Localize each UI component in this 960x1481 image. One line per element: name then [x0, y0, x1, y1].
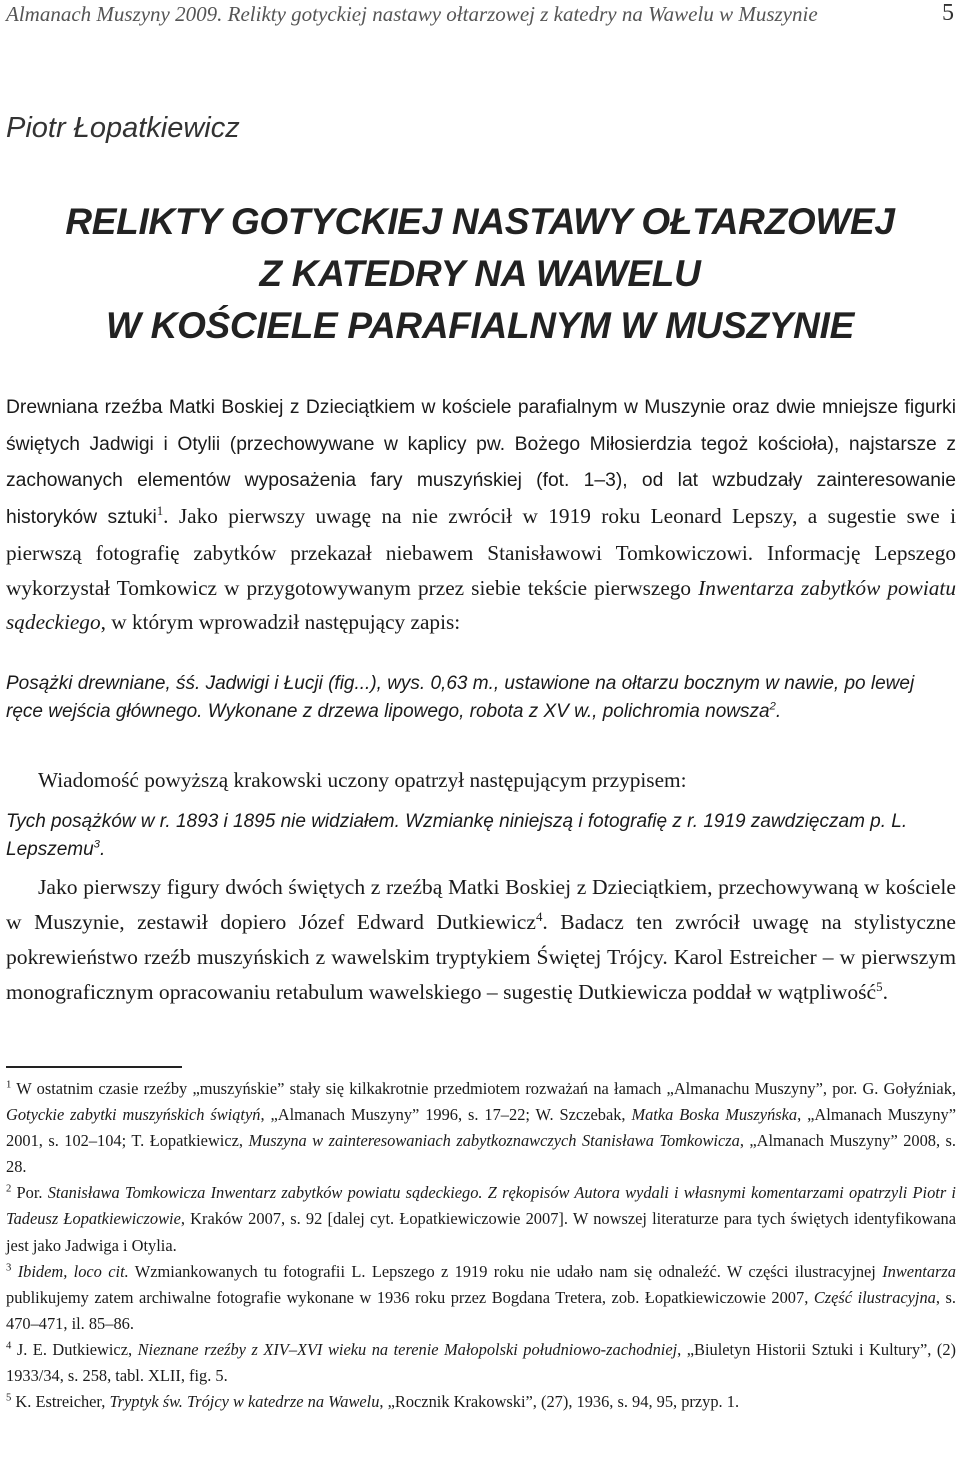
footnote-italic-text: Nieznane rzeźby z XIV–XVI wieku na terenie Małopolski południowo-zachodniej: [137, 1339, 678, 1359]
footnote-divider: [6, 1066, 182, 1068]
footnote-italic-text: Muszyna w zainteresowaniach zabytkoznawczych Stanisława Tomkowicza: [248, 1131, 740, 1151]
footnote-italic-text: Tryptyk św. Trójcy w katedrze na Wawelu: [109, 1392, 380, 1412]
article-title: [6, 196, 954, 352]
running-header: [6, 0, 954, 30]
footnote-ref: 3: [93, 838, 101, 851]
page-number: 5: [942, 0, 954, 26]
work-title: Inwentarza zabytków powiatu sądeckiego: [6, 575, 956, 635]
footnote-text: W ostatnim czasie rzeźby „muszyńskie” stały się kilkakrotnie przedmiotem rozważań na łamach „Almanachu Muszyny”, por. G. Gołyźniak,: [11, 1079, 956, 1098]
footnote-ref: 2: [769, 700, 776, 713]
quote-text: Tych posążków w r. 1893 i 1895 nie widziałem. Wzmiankę niniejszą i fotografię z r. 1919 zawdzięczam p. L. Lepszemu: [6, 811, 908, 860]
footnote-italic-text: Stanisława Tomkowicza Inwentarz zabytków powiatu sądeckiego. Z rękopisów Autora wydali i własnymi komentarzami opatrzyli Piotr i Tadeusz Łopatkiewiczowie: [6, 1183, 956, 1229]
footnote-number: 5: [6, 1392, 12, 1404]
footnote-2: [6, 1180, 956, 1258]
paragraph-1: [6, 389, 956, 640]
quote-end: .: [775, 701, 782, 722]
paragraph-text: , w którym wprowadził następujący zapis:: [100, 610, 461, 635]
quote-text: Posążki drewniane, śś. Jadwigi i Łucji (fig...), wys. 0,63 m., ustawione na ołtarzu bocznym w nawie, po lewej ręce wejścia głównego. Wykonane z drzewa lipowego, robota z XV w., polichromia nowsza: [6, 673, 915, 722]
footnote-text: , „Almanach Muszyny” 1996, s. 17–22; W. Szczebak,: [260, 1105, 632, 1125]
footnote-italic-text: Matka Boska Muszyńska: [631, 1105, 798, 1125]
footnote-text: Por.: [11, 1183, 48, 1203]
title-line: RELIKTY GOTYCKIEJ NASTAWY OŁTARZOWEJ: [65, 201, 895, 242]
footnote-text: J. E. Dutkiewicz,: [11, 1339, 138, 1359]
footnote-number: 3: [6, 1262, 12, 1274]
footnote-text: , Kraków 2007, s. 92 [dalej cyt. Łopatkiewiczowie 2007]. W nowszej literaturze para tych świętych identyfikowana jest jako Jadwiga i Otylia.: [6, 1209, 956, 1255]
footnote-3: [6, 1259, 956, 1337]
footnote-ref: 5: [876, 978, 883, 994]
paragraph-text: . Jako pierwszy uwagę na nie zwrócił w 1919 roku Leonard Lepszy, a sugestie swe i pierwszą fotografię zabytków przekazał niebawem Stanisławowi Tomkowiczowi. Informację Lepszego wykorzystał Tomkowicz w przygotowywanym przez siebie tekście pierwszego: [6, 504, 956, 600]
quotation-2: [6, 808, 956, 864]
paragraph-text: Wiadomość powyższą krakowski uczony opatrzył następującym przypisem:: [38, 768, 687, 792]
footnote-text: , „Rocznik Krakowski”, (27), 1936, s. 94, 95, przyp. 1.: [379, 1392, 740, 1412]
footnote-text: , „Biuletyn Historii Sztuki i Kultury”, (2) 1933/34, s. 258, tabl. XLII, fig. 5.: [6, 1339, 957, 1386]
footnote-text: , „Almanach Muszyny” 2001, s. 102–104; T. Łopatkiewicz,: [6, 1105, 956, 1151]
footnote-italic-text: Inwentarza: [882, 1261, 956, 1281]
footnote-5: [6, 1389, 956, 1415]
footnote-4: [6, 1337, 956, 1389]
footnote-italic-text: Gotyckie zabytki muszyńskich świątyń: [6, 1105, 261, 1125]
title-line: W KOŚCIELE PARAFIALNYM W MUSZYNIE: [106, 305, 854, 346]
article-author: Piotr Łopatkiewicz: [6, 112, 240, 144]
paragraph-text: . Badacz ten zwrócił uwagę na stylistyczne pokrewieństwo rzeźb muszyńskich z wawelskim tryptykiem Świętej Trójcy. Karol Estreicher – w pierwszym monograficznym opracowaniu retabulum wawelskiego – sugestię Dutkiewicza poddał w wątpliwość: [6, 910, 956, 1004]
footnotes: [6, 1076, 956, 1415]
footnote-ref: 4: [535, 908, 543, 924]
footnote-text: publikujemy zatem archiwalne fotografie wykonane w 1936 roku przez Bogdana Tretera, zob. Łopatkiewiczowie 2007,: [6, 1287, 814, 1307]
paragraph-end: .: [882, 980, 888, 1004]
footnote-number: 1: [6, 1079, 12, 1091]
quote-end: .: [100, 839, 106, 860]
lead-text: Drewniana rzeźba Matki Boskiej z Dzieciątkiem w kościele parafialnym w Muszynie oraz dwie mniejsze figurki świętych Jadwigi i Otylii (przechowywane w kaplicy pw. Bożego Miłosierdzia tegoż kościoła), najstarsze z zachowanych elementów wyposażenia fary muszyńskiej (fot. 1–3), od lat wzbudzały zainteresowanie historyków sztuki: [6, 397, 956, 529]
footnote-text: K. Estreicher,: [11, 1392, 110, 1412]
footnote-ref: 1: [156, 504, 164, 519]
footnote-text: , s. 470–471, il. 85–86.: [6, 1287, 956, 1333]
footnote-number: 4: [6, 1340, 12, 1352]
footnote-italic-text: Część ilustracyjna: [813, 1287, 936, 1307]
footnote-italic-text: Ibidem, loco cit.: [17, 1261, 129, 1281]
title-line: Z KATEDRY NA WAWELU: [259, 253, 701, 294]
footnote-text: , „Almanach Muszyny” 2008, s. 28.: [6, 1131, 956, 1177]
paragraph-3: [6, 870, 956, 1010]
running-title: Almanach Muszyny 2009. Relikty gotyckiej nastawy ołtarzowej z katedry na Wawelu w Muszynie: [6, 2, 818, 26]
paragraph-2: [6, 763, 956, 798]
paragraph-text: Jako pierwszy figury dwóch świętych z rzeźbą Matki Boskiej z Dzieciątkiem, przechowywaną w kościele w Muszynie, zestawił dopiero Józef Edward Dutkiewicz: [6, 875, 956, 934]
footnote-1: [6, 1076, 956, 1180]
quotation-1: [6, 670, 956, 726]
footnote-number: 2: [6, 1183, 12, 1195]
footnote-text: Wzmiankowanych tu fotografii L. Lepszego z 1919 roku nie udało nam się odnaleźć. W części ilustracyjnej: [128, 1261, 883, 1281]
